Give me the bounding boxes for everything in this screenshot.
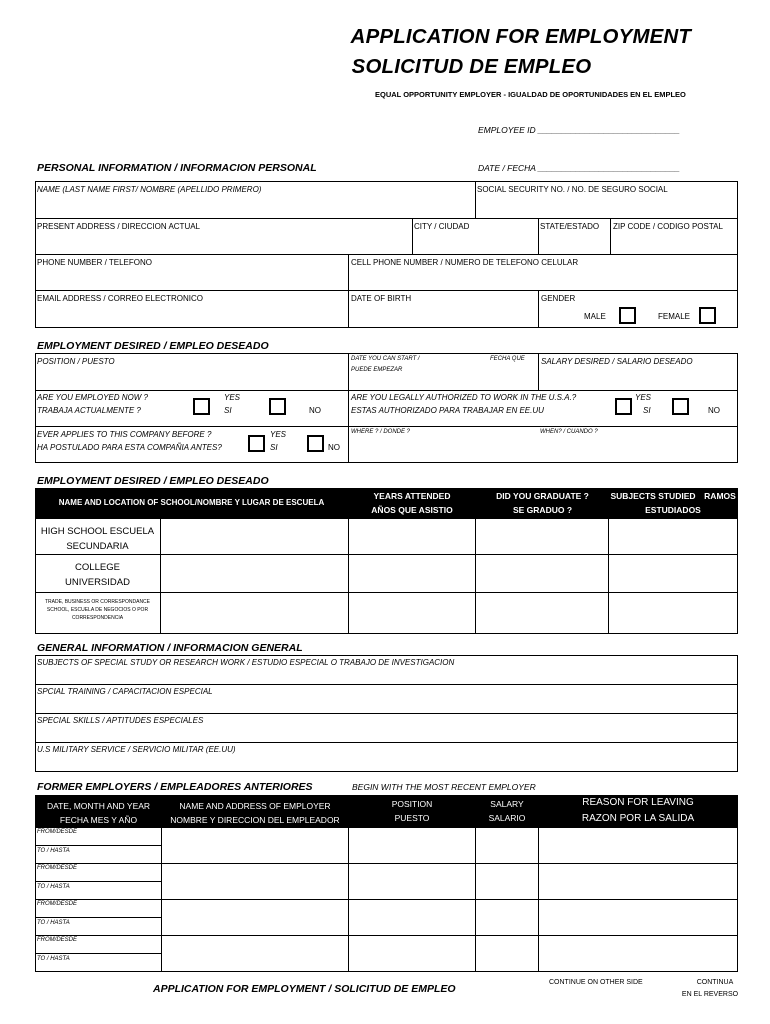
employed-question: ARE YOU EMPLOYED NOW ?: [37, 393, 148, 402]
authorized-no-checkbox[interactable]: [672, 398, 689, 415]
footer-title: APPLICATION FOR EMPLOYMENT / SOLICITUD DE EMPLEO: [153, 983, 456, 995]
start-date-label-es: FECHA QUE: [490, 356, 525, 362]
begin-note: BEGIN WITH THE MOST RECENT EMPLOYER: [352, 782, 536, 792]
col-salary: SALARY: [490, 799, 524, 809]
col-school: NAME AND LOCATION OF SCHOOL/NOMBRE Y LUGAR DE ESCUELA: [58, 498, 325, 507]
employed-yes-label: YES: [224, 393, 241, 402]
applied-yes-label: YES: [270, 430, 287, 439]
col-graduate-es: SE GRADUO ?: [512, 505, 573, 515]
dob-field[interactable]: DATE OF BIRTH: [351, 294, 412, 303]
to-field-1[interactable]: TO / HASTA: [37, 848, 70, 854]
military-service-field[interactable]: U.S MILITARY SERVICE / SERVICIO MILITAR (EE.UU): [37, 745, 236, 754]
female-checkbox[interactable]: [699, 307, 716, 324]
col-date: DATE, MONTH AND YEAR: [46, 801, 151, 811]
former-section-title: FORMER EMPLOYERS / EMPLEADORES ANTERIORES: [37, 781, 313, 793]
row-trade-label-3: CORRESPONDENCIA: [71, 615, 124, 621]
cell-field[interactable]: CELL PHONE NUMBER / NUMERO DE TELEFONO CELULAR: [351, 258, 579, 267]
col-employer-es: NOMBRE Y DIRECCION DEL EMPLEADOR: [170, 815, 340, 825]
row-high-school-label-es: SECUNDARIA: [66, 541, 129, 552]
applied-yes-checkbox[interactable]: [248, 435, 265, 452]
employment-section-title: EMPLOYMENT DESIRED / EMPLEO DESEADO: [37, 340, 269, 352]
email-field[interactable]: EMAIL ADDRESS / CORREO ELECTRONICO: [37, 294, 203, 303]
row-trade-label-2: SCHOOL, ESCUELA DE NEGOCIOS O POR: [46, 607, 149, 613]
from-field-4[interactable]: FROM/DESDE: [37, 937, 78, 943]
to-field-3[interactable]: TO / HASTA: [37, 920, 70, 926]
row-college-label: COLLEGE: [75, 562, 120, 573]
ssn-field[interactable]: SOCIAL SECURITY NO. / NO. DE SEGURO SOCIAL: [477, 185, 668, 194]
applied-no-label: NO: [328, 443, 340, 452]
col-graduate: DID YOU GRADUATE ?: [496, 491, 589, 501]
applied-question: EVER APPLIES TO THIS COMPANY BEFORE ?: [37, 430, 212, 439]
applied-no-checkbox[interactable]: [307, 435, 324, 452]
col-subjects: SUBJECTS STUDIED: [610, 491, 696, 501]
col-reason-es: RAZON POR LA SALIDA: [581, 813, 695, 824]
employee-id-field[interactable]: EMPLOYEE ID ______________________________: [478, 125, 680, 135]
employed-yes-checkbox[interactable]: [193, 398, 210, 415]
authorized-si-label: SI: [643, 406, 651, 415]
employed-si-label: SI: [224, 406, 232, 415]
row-trade: [35, 598, 160, 622]
row-college: [35, 560, 160, 590]
general-section-title: GENERAL INFORMATION / INFORMACION GENERAL: [37, 642, 303, 654]
col-employer: NAME AND ADDRESS OF EMPLOYER: [179, 801, 331, 811]
col-date-es: FECHA MES Y AÑO: [59, 815, 138, 825]
special-skills-field[interactable]: SPECIAL SKILLS / APTITUDES ESPECIALES: [37, 716, 204, 725]
continue-note: CONTINUE ON OTHER SIDE: [549, 979, 643, 986]
salary-desired-field[interactable]: SALARY DESIRED / SALARIO DESEADO: [541, 357, 693, 366]
employed-question-es: TRABAJA ACTUALMENTE ?: [37, 406, 141, 415]
continue-note-es-2: EN EL REVERSO: [681, 991, 739, 998]
col-subjects-es: ESTUDIADOS: [645, 505, 701, 515]
row-high-school-label: HIGH SCHOOL ESCUELA: [40, 526, 155, 537]
row-high-school: [35, 524, 160, 554]
col-reason: REASON FOR LEAVING: [582, 797, 694, 808]
phone-field[interactable]: PHONE NUMBER / TELEFONO: [37, 258, 152, 267]
row-college-label-es: UNIVERSIDAD: [65, 577, 130, 588]
date-field[interactable]: DATE / FECHA ______________________________: [478, 163, 680, 173]
page-title: APPLICATION FOR EMPLOYMENT: [350, 26, 692, 48]
to-field-4[interactable]: TO / HASTA: [37, 956, 70, 962]
personal-section-title: PERSONAL INFORMATION / INFORMACION PERSONAL: [37, 162, 317, 174]
col-subjects-ramos: RAMOS: [704, 491, 736, 501]
authorized-yes-label: YES: [635, 393, 652, 402]
male-checkbox[interactable]: [619, 307, 636, 324]
to-field-2[interactable]: TO / HASTA: [37, 884, 70, 890]
state-field[interactable]: STATE/ESTADO: [540, 222, 600, 231]
continue-note-es: CONTINUA: [696, 979, 734, 986]
col-years-es: AÑOS QUE ASISTIO: [371, 505, 453, 515]
employed-no-checkbox[interactable]: [269, 398, 286, 415]
from-field-2[interactable]: FROM/DESDE: [37, 865, 78, 871]
authorized-no-label: NO: [708, 406, 720, 415]
from-field-3[interactable]: FROM/DESDE: [37, 901, 78, 907]
equal-opportunity-note: EQUAL OPPORTUNITY EMPLOYER - IGUALDAD DE OPORTUNIDADES EN EL EMPLEO: [375, 90, 686, 99]
start-date-field[interactable]: PUEDE EMPEZAR: [351, 367, 403, 373]
applied-si-label: SI: [270, 443, 278, 452]
city-field[interactable]: CITY / CIUDAD: [414, 222, 470, 231]
when-field[interactable]: WHEN? / CUANDO ?: [540, 429, 598, 435]
col-years: YEARS ATTENDED: [373, 491, 451, 501]
address-field[interactable]: PRESENT ADDRESS / DIRECCION ACTUAL: [37, 222, 200, 231]
authorized-question: ARE YOU LEGALLY AUTHORIZED TO WORK IN THE U.S.A.?: [351, 393, 577, 402]
gender-label: GENDER: [541, 294, 576, 303]
employed-no-label: NO: [309, 406, 321, 415]
col-salary-es: SALARIO: [488, 813, 526, 823]
col-position: POSITION: [391, 799, 433, 809]
education-section-title: EMPLOYMENT DESIRED / EMPLEO DESEADO: [37, 475, 269, 487]
start-date-label: DATE YOU CAN START /: [351, 356, 420, 362]
name-field[interactable]: NAME (LAST NAME FIRST/ NOMBRE (APELLIDO PRIMERO): [37, 185, 262, 194]
col-position-es: PUESTO: [394, 813, 430, 823]
special-training-field[interactable]: SPCIAL TRAINING / CAPACITACION ESPECIAL: [37, 687, 213, 696]
authorized-question-es: ESTAS AUTHORIZADO PARA TRABAJAR EN EE.UU: [351, 406, 544, 415]
row-trade-label-1: TRADE, BUSINESS OR CORRESPONDANCE: [44, 599, 151, 605]
special-study-field[interactable]: SUBJECTS OF SPECIAL STUDY OR RESEARCH WORK / ESTUDIO ESPECIAL O TRABAJO DE INVESTIGACION: [37, 658, 455, 667]
applied-question-es: HA POSTULADO PARA ESTA COMPAÑIA ANTES?: [37, 443, 222, 452]
male-label: MALE: [584, 312, 606, 321]
authorized-yes-checkbox[interactable]: [615, 398, 632, 415]
zip-field[interactable]: ZIP CODE / CODIGO POSTAL: [613, 222, 723, 231]
page-subtitle: SOLICITUD DE EMPLEO: [351, 56, 592, 78]
where-field[interactable]: WHERE ? / DONDE ?: [351, 429, 411, 435]
from-field-1[interactable]: FROM/DESDE: [37, 829, 78, 835]
female-label: FEMALE: [658, 312, 691, 321]
position-field[interactable]: POSITION / PUESTO: [37, 357, 115, 366]
